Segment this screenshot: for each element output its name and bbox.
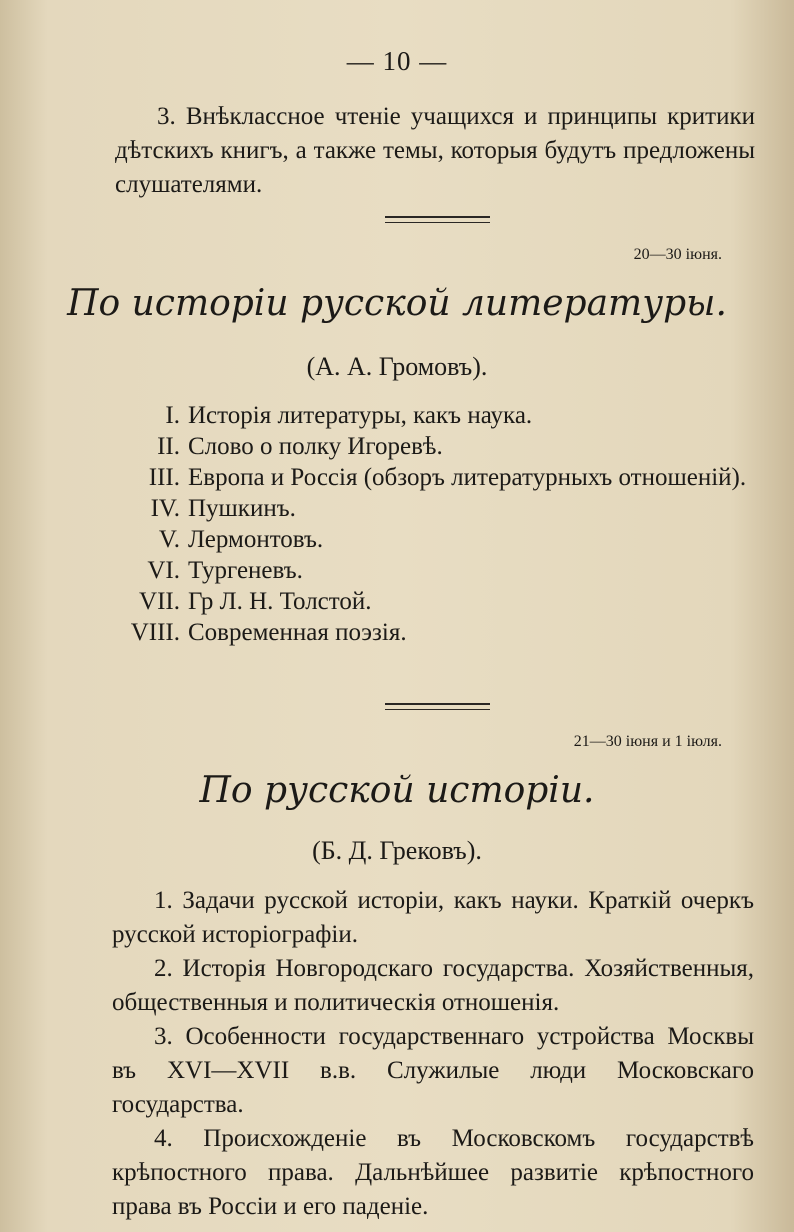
list-item-text: Исторія литературы, какъ наука. — [188, 402, 533, 429]
section2-title: По русской исторіи. — [199, 770, 595, 811]
list-item — [110, 493, 760, 524]
list-item-number: VI. — [147, 557, 180, 584]
section2-paragraph: 2. Исторія Новгородскаго государства. Хозяйственныя, общественныя и политическія отношенія. — [112, 955, 754, 1016]
divider-1 — [385, 216, 490, 223]
list-item — [110, 555, 760, 586]
list-item-number: VII. — [139, 588, 180, 615]
list-item-text: Европа и Россія (обзоръ литературныхъ отношеній). — [188, 464, 747, 491]
page-number: — 10 — — [346, 46, 448, 76]
section1-author: (А. А. Громовъ). — [306, 352, 488, 381]
section2-body — [112, 884, 754, 1224]
list-item-number: V. — [158, 526, 180, 553]
list-item — [110, 462, 760, 493]
section2-date: 21—30 іюня и 1 іюля. — [573, 733, 722, 750]
intro-block — [115, 100, 755, 202]
list-item — [110, 586, 760, 617]
list-item-text: Тургеневъ. — [188, 557, 303, 584]
list-item-number: VIII. — [130, 619, 180, 646]
list-item-text: Пушкинъ. — [188, 495, 296, 522]
section2-author: (Б. Д. Грековъ). — [312, 836, 482, 865]
list-item-text: Гр Л. Н. Толстой. — [188, 588, 372, 615]
list-item-text: Современная поэзія. — [188, 619, 407, 646]
list-item — [110, 431, 760, 462]
list-item — [110, 400, 760, 431]
list-item-number: III. — [148, 464, 180, 491]
list-item-number: I. — [165, 402, 180, 429]
section1-list — [110, 400, 760, 648]
list-item-number: IV. — [150, 495, 180, 522]
list-item-text: Слово о полку Игоревѣ. — [188, 433, 443, 460]
list-item-text: Лермонтовъ. — [188, 526, 324, 553]
list-item — [110, 617, 760, 648]
intro-paragraph: 3. Внѣклассное чтеніе учащихся и принципы критики дѣтскихъ книгъ, а также темы, которыя будутъ предложены слушателями. — [115, 103, 755, 198]
section1-title: По исторіи русской литературы. — [67, 283, 727, 324]
divider-2 — [385, 703, 490, 710]
list-item-number: II. — [157, 433, 180, 460]
section2-paragraph: 3. Особенности государственнаго устройства Москвы въ XVI—XVII в.в. Служилые люди Московскаго государства. — [112, 1023, 754, 1118]
section1-date: 20—30 іюня. — [633, 246, 722, 263]
section2-paragraph: 4. Происхожденіе въ Московскомъ государствѣ крѣпостного права. Дальнѣйшее развитіе крѣпостного права въ Россіи и его паденіе. — [112, 1125, 754, 1220]
section2-paragraph: 1. Задачи русской исторіи, какъ науки. Краткій очеркъ русской исторіографіи. — [112, 887, 754, 948]
list-item — [110, 524, 760, 555]
